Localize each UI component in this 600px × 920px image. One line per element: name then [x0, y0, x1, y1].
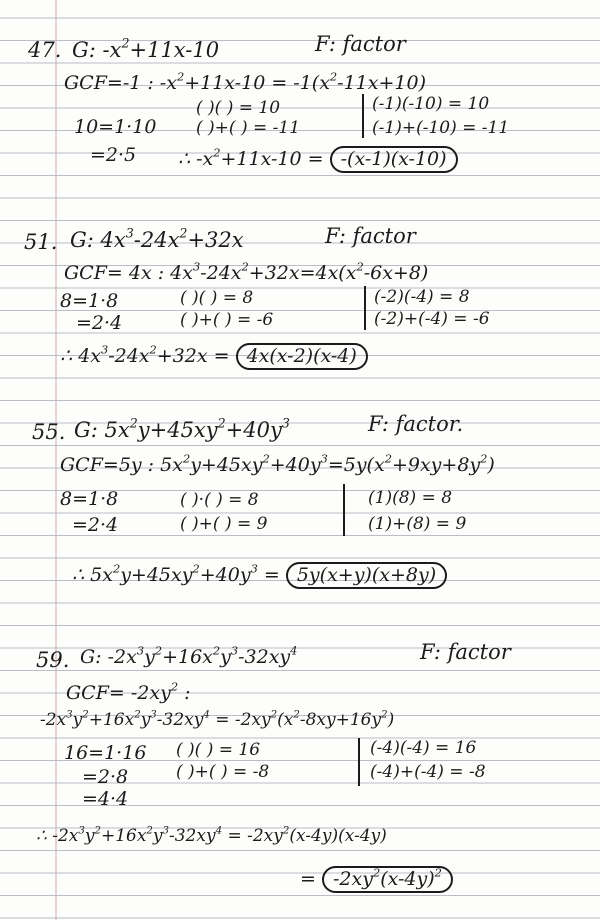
- result-expression: ∴ $-2x^3y^2+16x^2y^3-32xy^4 = -2xy^2(x-4y)(x-4y)$: [36, 825, 387, 846]
- blank-sum: ( )+( ) = -11: [196, 118, 301, 138]
- blank-sum: ( )+( ) = -6: [180, 310, 274, 330]
- check-product: (-1)(-10) = 10: [372, 94, 490, 114]
- result-expression: ∴ $-x^2+11x-10$ =: [178, 145, 324, 170]
- result-expression: ∴ $4x^3-24x^2+32x$ =: [60, 342, 230, 367]
- circled-answer: 5y(x+y)(x+8y): [286, 562, 447, 589]
- problem-number: 51.: [24, 230, 58, 254]
- factor-pair: =2·4: [76, 312, 123, 334]
- expand-line: $-2x^3y^2+16x^2y^3-32xy^4 = -2xy^2(x^2-8xy+16y^2)$: [40, 709, 395, 730]
- given-expression: G: $-x^2+11x-10$: [72, 35, 220, 62]
- circled-answer: -(x-1)(x-10): [330, 146, 458, 173]
- given-expression: G: $5x^2y+45xy^2+40y^3$: [74, 415, 290, 442]
- result-expression: ∴ $5x^2y+45xy^2+40y^3$ =: [72, 561, 280, 586]
- divider-bar: [364, 286, 366, 330]
- problem-number: 59.: [36, 648, 70, 672]
- final-equals: =: [300, 868, 316, 890]
- factor-pair: =2·5: [90, 144, 137, 166]
- blank-sum: ( )+( ) = 9: [180, 514, 268, 534]
- result-line: [178, 146, 458, 173]
- gcf-line: GCF=-1 : $-x^2+11x-10 = -1(x^2-11x+10)$: [64, 69, 426, 94]
- factor-pair: =2·4: [72, 514, 119, 536]
- problem-number: 47.: [28, 38, 62, 62]
- result-line: [300, 866, 453, 893]
- blank-product: ( )·( ) = 8: [180, 490, 259, 510]
- find-label: F: factor.: [368, 412, 464, 436]
- check-product: (-4)(-4) = 16: [370, 738, 477, 758]
- result-line: [60, 343, 368, 370]
- check-sum: (-4)+(-4) = -8: [370, 762, 486, 782]
- factor-pair: 16=1·16: [64, 742, 147, 764]
- find-label: F: factor: [420, 640, 511, 664]
- find-label: F: factor: [325, 224, 416, 248]
- gcf-line: GCF= 4x : $4x^3-24x^2+32x=4x(x^2-6x+8)$: [64, 259, 429, 284]
- blank-product: ( )( ) = 16: [176, 740, 261, 760]
- check-sum: (1)+(8) = 9: [368, 514, 467, 534]
- check-sum: (-1)+(-10) = -11: [372, 118, 510, 138]
- factor-pair: 10=1·10: [74, 116, 157, 138]
- gcf-line: GCF=5y : $5x^2y+45xy^2+40y^3=5y(x^2+9xy+8y^2)$: [60, 451, 495, 476]
- given-expression: G: $4x^3-24x^2+32x$: [70, 225, 244, 252]
- given-expression: G: $-2x^3y^2+16x^2y^3-32xy^4$: [80, 643, 298, 668]
- divider-bar: [358, 738, 360, 786]
- circled-answer: 4x(x-2)(x-4): [236, 343, 368, 370]
- check-product: (1)(8) = 8: [368, 488, 453, 508]
- divider-bar: [362, 94, 364, 138]
- gcf-line: $GCF= -2xy^2$ :: [66, 679, 191, 704]
- check-sum: (-2)+(-4) = -6: [374, 309, 490, 329]
- circled-answer: $-2xy^2(x-4y)^2$: [322, 866, 453, 893]
- check-product: (-2)(-4) = 8: [374, 287, 470, 307]
- result-line: [72, 562, 447, 589]
- find-label: F: factor: [315, 32, 406, 56]
- factor-pair: 8=1·8: [60, 290, 119, 312]
- blank-product: ( )( ) = 8: [180, 288, 254, 308]
- problem-number: 55.: [32, 420, 66, 444]
- blank-product: ( )( ) = 10: [196, 98, 281, 118]
- divider-bar: [343, 484, 345, 536]
- factor-pair: =4·4: [82, 788, 129, 810]
- factor-pair: 8=1·8: [60, 488, 119, 510]
- factor-pair: =2·8: [82, 766, 129, 788]
- blank-sum: ( )+( ) = -8: [176, 762, 270, 782]
